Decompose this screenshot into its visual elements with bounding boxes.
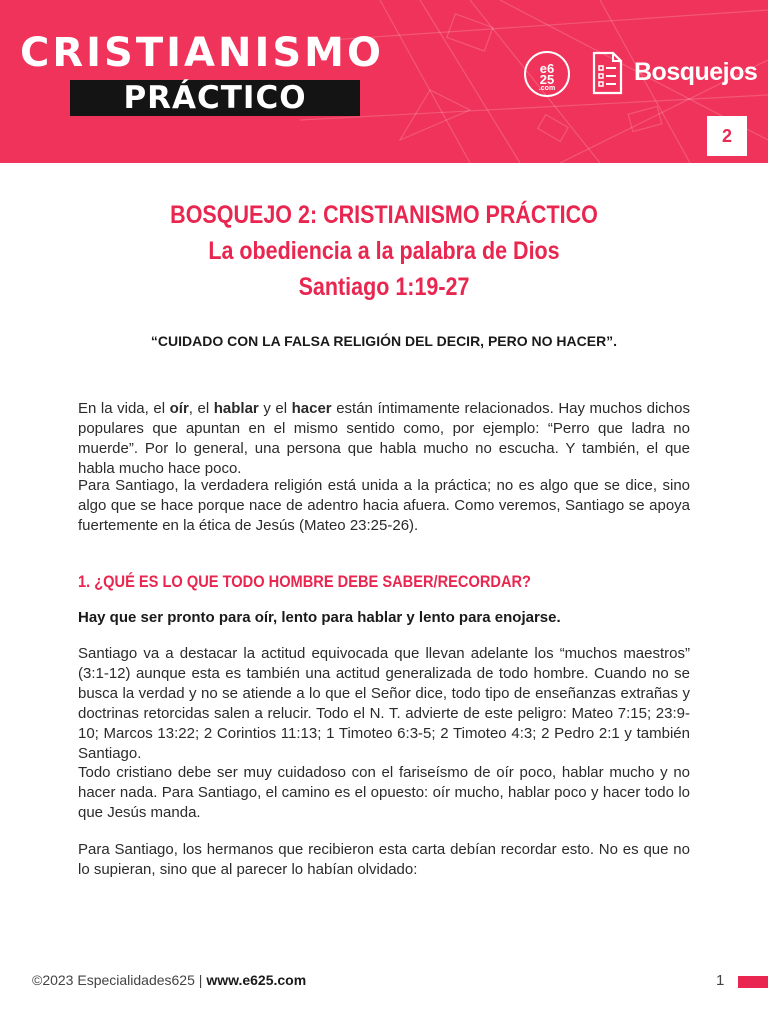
- brand-title-line1: CRISTIANISMO: [20, 30, 384, 76]
- footer-accent-bar: [738, 976, 768, 988]
- key-quote: “CUIDADO CON LA FALSA RELIGIÓN DEL DECIR, PERO NO HACER”.: [150, 333, 618, 349]
- footer-copyright: [32, 972, 306, 988]
- footer-page-number: 1: [716, 972, 725, 989]
- e625-logo: [524, 51, 570, 97]
- document-title: [54, 197, 714, 305]
- footer-url-link[interactable]: www.e625.com: [206, 972, 307, 988]
- bold-word-hablar: hablar: [213, 400, 259, 417]
- logo-text-top: e6: [539, 61, 555, 76]
- text-run: están íntimamente relacionados. Hay muchos dichos populares que apuntan en el mismo sentido como, por ejemplo: “Perro que ladra no muerde”. Por lo general, una persona que habla mucho no escucha. Y también, el que habla mucho hace poco.: [78, 400, 690, 477]
- document-list-icon: [591, 51, 623, 95]
- title-line3: Santiago 1:19-27: [298, 273, 470, 301]
- footer-separator: |: [194, 972, 207, 988]
- paragraph-text: Para Santiago, la verdadera religión está unida a la práctica; no es algo que se dice, sino algo que se hace porque nace de adentro hacia afuera. Como veremos, Santiago se apoya fuertemente en la ética de Jesús (Mateo 23:25-26).: [78, 477, 690, 534]
- paragraph-section1-3: [78, 840, 690, 880]
- section-heading-1: 1. ¿QUÉ ES LO QUE TODO HOMBRE DEBE SABER/RECORDAR?: [78, 572, 531, 591]
- text-run: , el: [188, 400, 214, 417]
- page-header: [0, 0, 768, 163]
- text-run: y el: [258, 400, 292, 417]
- bold-word-hacer: hacer: [291, 400, 332, 417]
- paragraph-text: Santiago va a destacar la actitud equivocada que llevan adelante los “muchos maestros” (3:1-12) aunque esta es también una actitud generalizada de todo hombre. Cuando no se busca la verdad y no se atiende a lo que el Señor dice, todo tipo de enseñanzas extrañas y doctrinas retorcidas salen a relucir. Todo el N. T. advierte de este peligro: Mateo 7:15; 23:9-10; Marcos 13:22; 2 Corintios 11:13; 1 Timoteo 6:3-5; 2 Timoteo 4:3; 2 Pedro 2:1 y también Santiago.: [78, 645, 690, 762]
- title-line2: La obediencia a la palabra de Dios: [208, 237, 560, 265]
- page-badge: 2: [707, 116, 747, 156]
- copyright-text: ©2023 Especialidades625: [32, 972, 195, 988]
- paragraph-section1-2: [78, 763, 690, 823]
- paragraph-text: Para Santiago, los hermanos que recibieron esta carta debían recordar esto. No es que no lo supieran, sino que al parecer lo habían olvidado:: [78, 841, 690, 878]
- logo-text-bottom: .com: [538, 85, 556, 92]
- logo-text-middle: 25: [539, 72, 555, 87]
- section-lead: Hay que ser pronto para oír, lento para hablar y lento para enojarse.: [78, 609, 561, 626]
- paragraph-section1-1: [78, 644, 690, 764]
- text-run: En la vida, el: [78, 400, 170, 417]
- paragraph-text: Todo cristiano debe ser muy cuidadoso con el fariseísmo de oír poco, hablar mucho y no hacer nada. Para Santiago, el camino es el opuesto: oír mucho, hablar poco y hacer todo lo que Jesús manda.: [78, 764, 690, 821]
- title-line1: BOSQUEJO 2: CRISTIANISMO PRÁCTICO: [170, 201, 598, 229]
- brand-title-line2: PRÁCTICO: [70, 80, 360, 116]
- paragraph-intro-2: [78, 476, 690, 536]
- bold-word-oir: oír: [169, 400, 189, 417]
- section-label: Bosquejos: [634, 58, 758, 86]
- paragraph-intro-1: [78, 399, 690, 479]
